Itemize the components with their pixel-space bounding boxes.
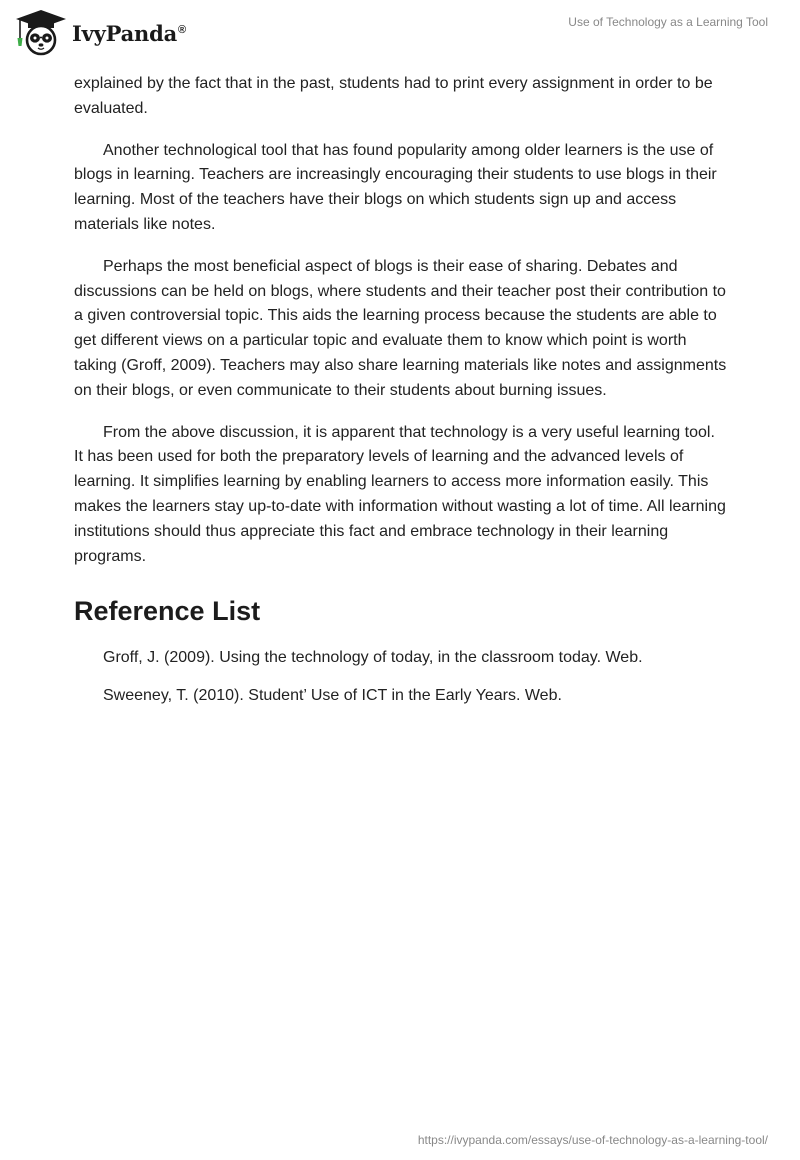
brand-name: IvyPanda® — [72, 20, 186, 46]
paragraph: Another technological tool that has found popularity among older learners is the use of blogs in learning. Teachers are increasingly encouraging their students to use blogs in their learning. Most of the teachers have their blogs on which students sign up and access materials like notes. — [74, 141, 717, 233]
registered-mark: ® — [178, 23, 186, 36]
page-header — [0, 0, 800, 66]
paragraph: Perhaps the most beneficial aspect of blogs is their ease of sharing. Debates and discussions can be held on blogs, where students and their teacher post their contribution to a given controversial topic. This aids the learning process because the students are able to get different views on a particular topic and evaluate them to know which point is worth taking (Groff, 2009). Teachers may also share learning materials like notes and assignments on their blogs, or even communicate to their students about burning issues. — [74, 257, 727, 399]
reference-list-heading: Reference List — [74, 596, 261, 627]
source-url[interactable]: https://ivypanda.com/essays/use-of-technology-as-a-learning-tool/ — [417, 1133, 768, 1147]
essay-content — [74, 72, 728, 722]
reference-item: Groff, J. (2009). Using the technology of today, in the classroom today. Web. — [103, 649, 643, 667]
reference-item: Sweeney, T. (2010). Student’ Use of ICT in the Early Years. Web. — [103, 687, 562, 705]
logo[interactable] — [14, 8, 186, 56]
paragraph-continued: explained by the fact that in the past, students had to print every assignment in order to be evaluated. — [74, 75, 713, 117]
running-title: Use of Technology as a Learning Tool — [568, 15, 768, 29]
paragraph: From the above discussion, it is apparent that technology is a very useful learning tool. It has been used for both the preparatory levels of learning and the advanced levels of learning. It simplifies learning by enabling learners to access more information easily. This makes the learners stay up-to-date with information without wasting a lot of time. All learning institutions should thus appreciate this fact and embrace technology in their learning programs. — [74, 423, 726, 565]
panda-graduate-icon — [14, 8, 68, 56]
